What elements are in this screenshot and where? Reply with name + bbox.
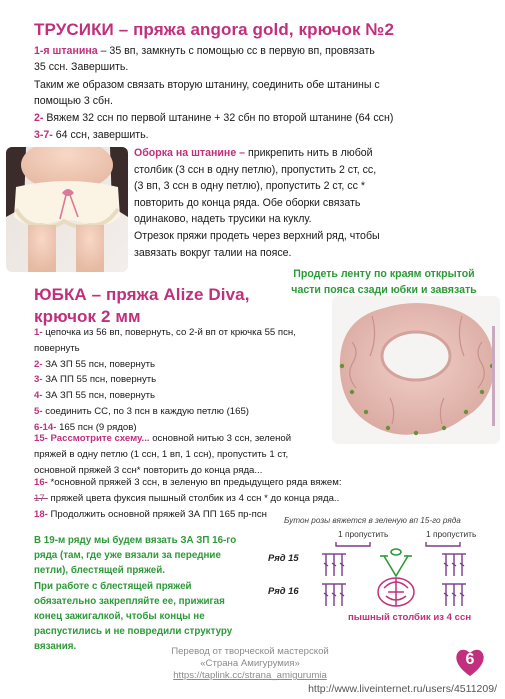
skirt-row-3-num: 3- bbox=[34, 374, 43, 386]
row15-label: 15- Рассмотрите схему... bbox=[34, 433, 150, 444]
page-number: 6 bbox=[465, 651, 475, 668]
panties-title: ТРУСИКИ – пряжа angora gold, крючок №2 bbox=[34, 20, 395, 39]
skirt-row-2-num: 2- bbox=[34, 358, 43, 370]
shiny-note-l4: При работе с блестящей пряжей bbox=[34, 580, 192, 592]
row3-label: 3-7- bbox=[34, 129, 53, 141]
ruffle-line7: завязать вокруг талии на поясе. bbox=[134, 246, 292, 259]
panties-row2 bbox=[34, 111, 499, 126]
skirt-row-5-text: соединить СС, по 3 псн в каждую петлю (165) bbox=[42, 405, 250, 417]
skirt-row-4 bbox=[34, 390, 334, 406]
shiny-yarn-note bbox=[34, 533, 259, 655]
ribbon-note bbox=[266, 266, 502, 298]
row17-num: 17- bbox=[34, 492, 48, 504]
ruffle-line2: столбик (3 ссн в одну петлю), пропустить 2 ст, сс, bbox=[134, 163, 377, 176]
row16-diagram-label: Ряд 16 bbox=[268, 585, 299, 596]
shiny-note-l6: конец зажигалкой, чтобы концы не bbox=[34, 611, 205, 623]
skirt-row-17 bbox=[34, 491, 504, 507]
footer-line2: «Страна Амигурумия» bbox=[200, 658, 300, 669]
row3-text: 64 ссн, завершить. bbox=[52, 129, 149, 141]
skirt-row-3-text: ЗА ПП 55 псн, повернуть bbox=[42, 374, 157, 386]
row15-line2: пряжей в одну петлю (1 ссн, 1 вп, 1 ссн), пропустить 1 ст, bbox=[34, 448, 289, 460]
skirt-row-3 bbox=[34, 374, 334, 390]
row1-text: – 35 вп, замкнуть с помощью сс в первую вп, провязать bbox=[97, 45, 375, 57]
shiny-note-l8: вязания. bbox=[34, 641, 77, 653]
row2-label: 2- bbox=[34, 112, 44, 124]
page-number-badge bbox=[453, 645, 487, 679]
row18-text: Продолжить основной пряжей ЗА ПП 165 пр-псн bbox=[47, 508, 267, 520]
shiny-note-l2: ряда (там, где уже вязали за передние bbox=[34, 550, 221, 562]
skirt-title-line1: ЮБКА – пряжа Alize Diva, bbox=[34, 285, 250, 304]
row2-text: Вяжем 32 ссн по первой штанине + 32 сбн по второй штанине (64 ссн) bbox=[43, 112, 394, 124]
skirt-row-1b-text: повернуть bbox=[34, 342, 80, 354]
skirt-row-2 bbox=[34, 359, 334, 375]
skirt-row-15 bbox=[34, 431, 344, 478]
row18-num: 18- bbox=[34, 508, 48, 520]
skirt-row-1 bbox=[34, 327, 334, 343]
skirt-row-6-num: 6-14- bbox=[34, 421, 57, 433]
footer-link[interactable]: https://taplink.cc/strana_amigurumia bbox=[173, 670, 327, 681]
ruffle-line3: (3 вп, 3 ссн в одну петлю), пропустить 2 ст, сс * bbox=[134, 180, 365, 193]
row15-diagram-label: Ряд 15 bbox=[268, 552, 299, 563]
ruffle-block bbox=[134, 146, 504, 261]
shiny-note-l7: распустились и не повредили структуру bbox=[34, 626, 233, 638]
puff-stitch-label: пышный столбик из 4 ссн bbox=[348, 612, 472, 623]
ribbon-note-line2: части пояса сзади юбки и завязать bbox=[291, 284, 477, 296]
row15-text: основной нитью 3 ссн, зеленой bbox=[149, 433, 292, 444]
skirt-row-2-text: ЗА ЗП 55 псн, повернуть bbox=[42, 358, 156, 370]
watermark-url: http://www.liveinternet.ru/users/4511209/ bbox=[308, 683, 497, 695]
ruffle-line5: одинаково, надеть трусики на куклу. bbox=[134, 213, 312, 226]
footer-line1: Перевод от творческой мастерской bbox=[171, 646, 329, 657]
skirt-row-4-num: 4- bbox=[34, 390, 43, 402]
ruffle-label: Оборка на штанине – bbox=[134, 147, 246, 159]
row1-label: 1-я штанина bbox=[34, 45, 98, 57]
skirt-title-line2: крючок 2 мм bbox=[34, 307, 141, 326]
ruffle-line6: Отрезок пряжи продеть через верхний ряд, чтобы bbox=[134, 229, 380, 242]
skirt-row-1b bbox=[34, 343, 334, 359]
shiny-note-l3: петли), блестящей пряжей. bbox=[34, 565, 165, 577]
skirt-row-4-text: ЗА ЗП 55 псн, повернуть bbox=[42, 390, 156, 402]
skirt-row-1-num: 1- bbox=[34, 327, 43, 338]
skip-left-label: 1 пропустить bbox=[338, 529, 389, 539]
footer-credits bbox=[120, 646, 380, 682]
ribbon-note-line1: Продеть ленту по краям открытой bbox=[293, 268, 475, 280]
skip-right-label: 1 пропустить bbox=[426, 529, 477, 539]
panties-para2-cont: помощью 3 сбн. bbox=[34, 95, 113, 107]
skirt-title bbox=[34, 284, 250, 328]
skirt-rows bbox=[34, 327, 334, 438]
panties-row1 bbox=[34, 44, 494, 59]
skirt-row-6-text: 165 псн (9 рядов) bbox=[56, 421, 137, 433]
doll-panties-photo bbox=[6, 147, 128, 272]
row16-num: 16- bbox=[34, 477, 48, 488]
shiny-note-l5: обязательно закрепляйте ее, прижигая bbox=[34, 595, 225, 607]
ruffle-line4: повторить до конца ряда. Обе оборки связать bbox=[134, 196, 361, 209]
stitch-diagram bbox=[268, 512, 504, 627]
skirt-row-16 bbox=[34, 475, 504, 491]
diagram-caption: Бутон розы вяжется в зеленую вп 15-го ряда bbox=[284, 516, 461, 525]
row17-text: пряжей цвета фуксия пышный столбик из 4 ссн * до конца ряда.. bbox=[47, 492, 340, 504]
row16-text: *основной пряжей 3 ссн, в зеленую вп предыдущего ряда вяжем: bbox=[47, 477, 342, 488]
skirt-row-5 bbox=[34, 406, 334, 422]
stitch-symbols bbox=[322, 536, 502, 612]
shiny-note-l1: В 19-м ряду мы будем вязать ЗА ЗП 16-го bbox=[34, 535, 237, 546]
ruffle-line1: прикрепить нить в любой bbox=[245, 147, 373, 159]
panties-row3 bbox=[34, 128, 149, 143]
skirt-row-5-num: 5- bbox=[34, 405, 43, 417]
row15-line3: основной пряжей 3 ссн* повторить до конца ряда... bbox=[34, 464, 263, 476]
skirt-row-1-text: цепочка из 56 вп, повернуть, со 2-й вп от крючка 55 псн, bbox=[42, 327, 296, 338]
panties-row1-cont: 35 ссн. Завершить. bbox=[34, 61, 129, 73]
skirt-photo bbox=[332, 296, 500, 444]
panties-para2: Таким же образом связать вторую штанину, соединить обе штанины с bbox=[34, 79, 380, 91]
